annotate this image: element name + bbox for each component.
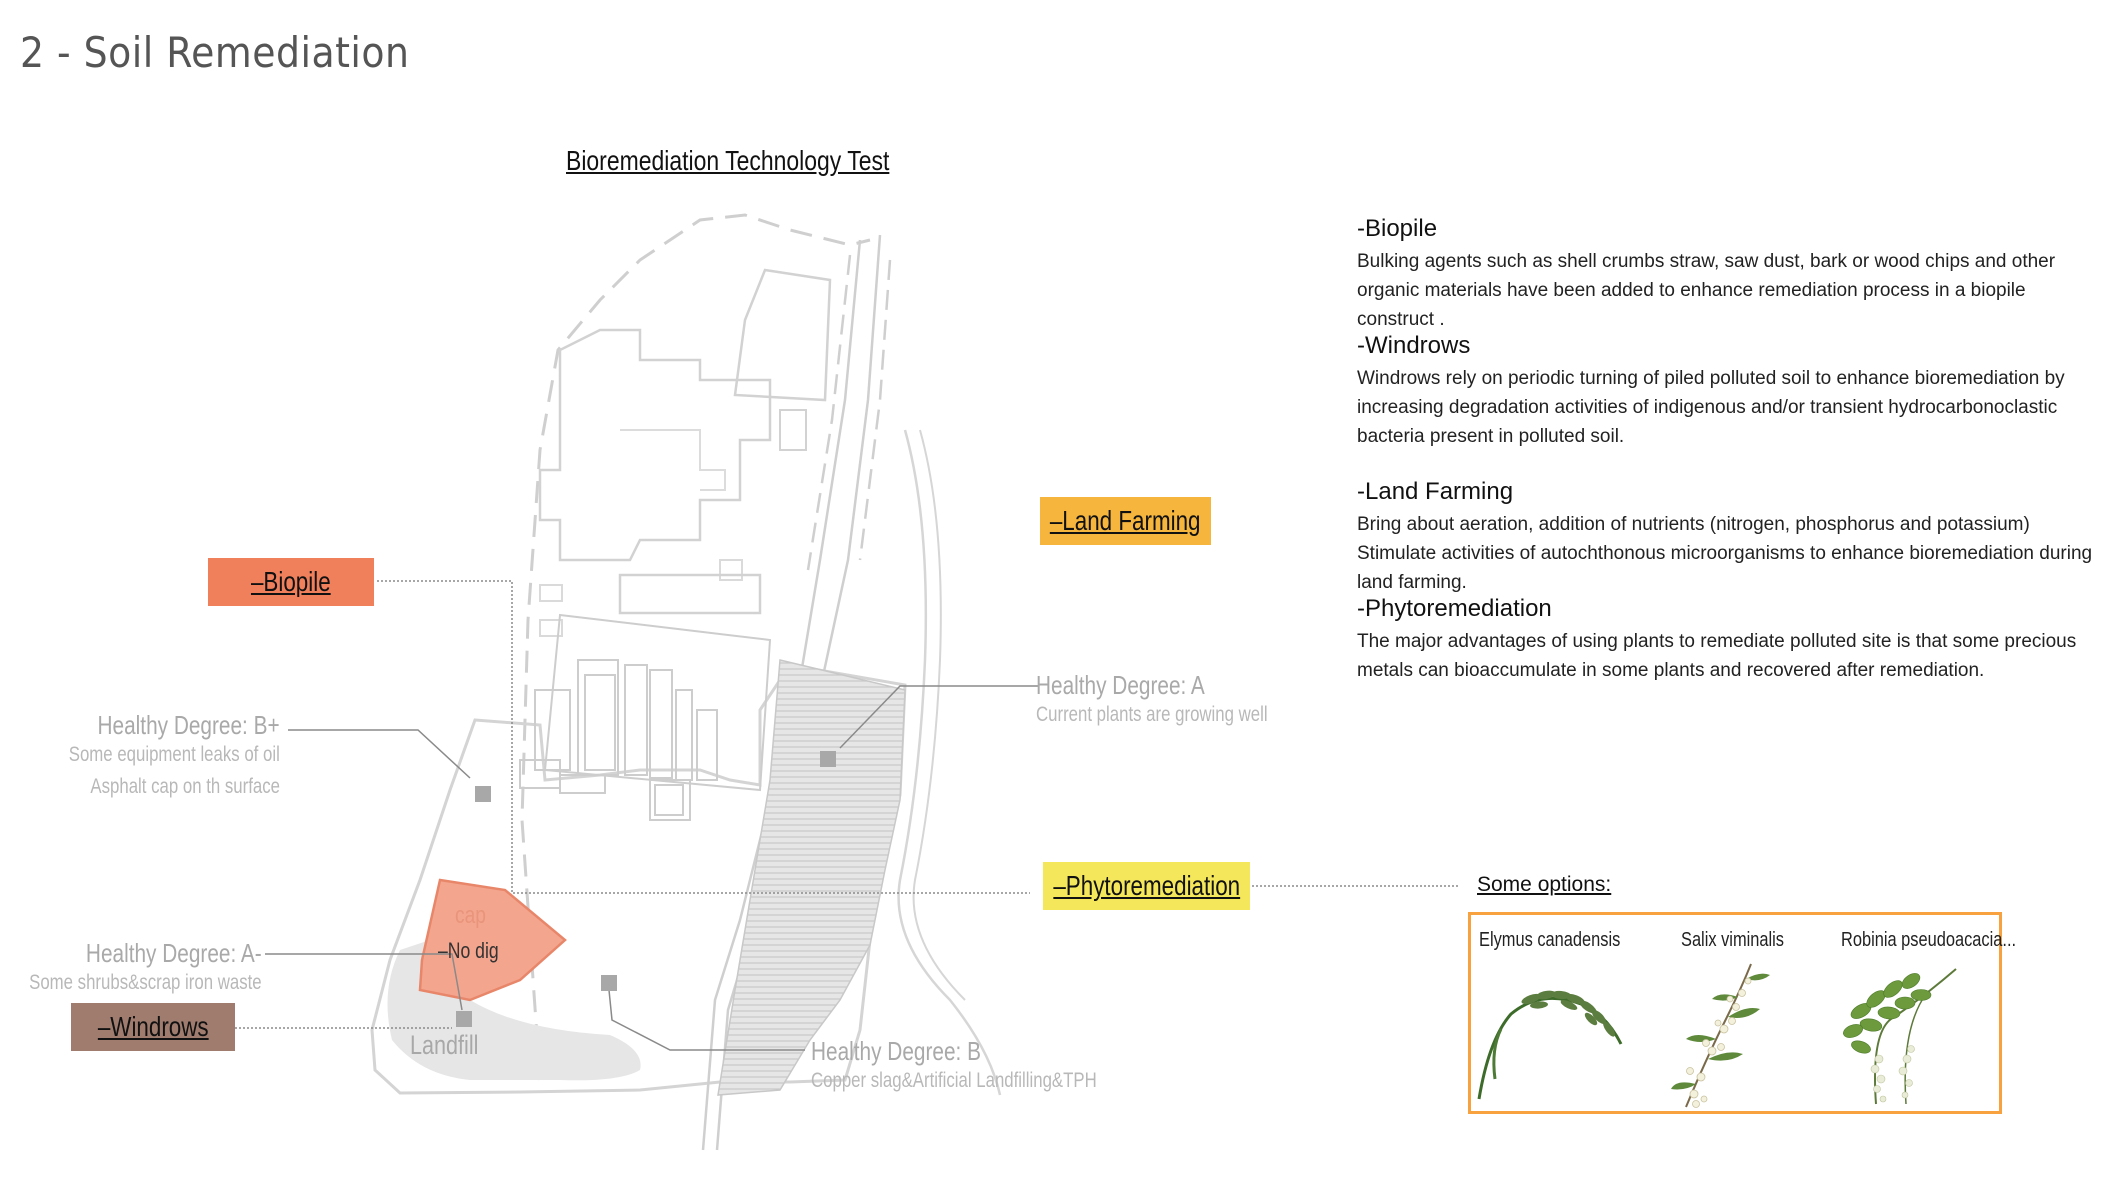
description-text: Bring about aeration, addition of nutrients (nitrogen, phosphorus and potassium) Stimulate activities of autochthonous microorganisms to enhance bioremediation during land farming.	[1357, 514, 2093, 593]
marker-a-minus	[456, 1011, 472, 1027]
description-phytoremediation	[1357, 595, 2097, 685]
east-path	[899, 430, 1000, 1095]
biopile-label: –Biopile	[208, 558, 374, 606]
phytoremediation-label: –Phytoremediation	[1043, 862, 1250, 910]
description-land-farming	[1357, 478, 2097, 597]
factory-building	[540, 330, 770, 560]
health-a-title: Healthy Degree: A	[1036, 670, 1205, 700]
description-text: The major advantages of using plants to remediate polluted site is that some precious metals can bioaccumulate in some plants and recovered after remediation.	[1357, 631, 2077, 681]
marker-b-plus	[475, 786, 491, 802]
willow-plant-icon	[1666, 959, 1776, 1109]
landfill-label: Landfill	[410, 1030, 479, 1060]
page-title: 2 - Soil Remediation	[20, 28, 410, 77]
health-b-plus-line: Some equipment leaks of oil	[68, 743, 280, 766]
phytoremediation-zone	[718, 660, 905, 1095]
grass-plant-icon	[1471, 959, 1631, 1109]
description-text: Windrows rely on periodic turning of piled polluted soil to enhance bioremediation by increasing degradation activities of indigenous and/or transient hydrocarbonoclastic bacteria present in polluted soil.	[1357, 368, 2065, 447]
description-heading: -Biopile	[1357, 215, 1438, 242]
options-title: Some options:	[1477, 873, 1612, 896]
description-windrows	[1357, 332, 2097, 451]
marker-b	[601, 975, 617, 991]
health-a-minus-title: Healthy Degree: A-	[86, 938, 262, 968]
description-text: Bulking agents such as shell crumbs straw, saw dust, bark or wood chips and other organic materials have been added to enhance remediation process in a biopile construct .	[1357, 251, 2056, 330]
small-building	[540, 585, 562, 601]
description-heading: -Phytoremediation	[1357, 595, 1552, 622]
cap-label: cap	[455, 902, 486, 929]
description-heading: -Land Farming	[1357, 478, 1514, 505]
diagram-title: Bioremediation Technology Test	[566, 145, 890, 176]
health-b-title: Healthy Degree: B	[811, 1036, 981, 1066]
health-a-line: Current plants are growing well	[1036, 703, 1268, 726]
plant-name: Robinia pseudoacacia...	[1841, 929, 2017, 951]
plant-options-box	[1468, 912, 2017, 1114]
description-heading: -Windrows	[1357, 332, 1471, 359]
locust-plant-icon	[1831, 959, 1971, 1109]
plant-name: Elymus canadensis	[1479, 929, 1621, 951]
plant-name: Salix viminalis	[1681, 929, 1784, 951]
health-b-plus-line: Asphalt cap on th surface	[90, 775, 280, 798]
health-b-line: Copper slag&Artificial Landfilling&TPH	[811, 1069, 1097, 1092]
industrial-structures	[520, 615, 770, 820]
no-dig-label: –No dig	[438, 938, 499, 963]
health-a-minus-line: Some shrubs&scrap iron waste	[29, 971, 262, 994]
small-building	[720, 560, 742, 580]
description-biopile	[1357, 215, 2097, 334]
land-farming-label: –Land Farming	[1040, 497, 1211, 545]
factory-building-annex	[620, 430, 725, 490]
health-b-plus-title: Healthy Degree: B+	[97, 710, 280, 740]
small-building	[780, 410, 806, 450]
windrows-label: –Windrows	[71, 1003, 235, 1051]
marker-a	[820, 751, 836, 767]
